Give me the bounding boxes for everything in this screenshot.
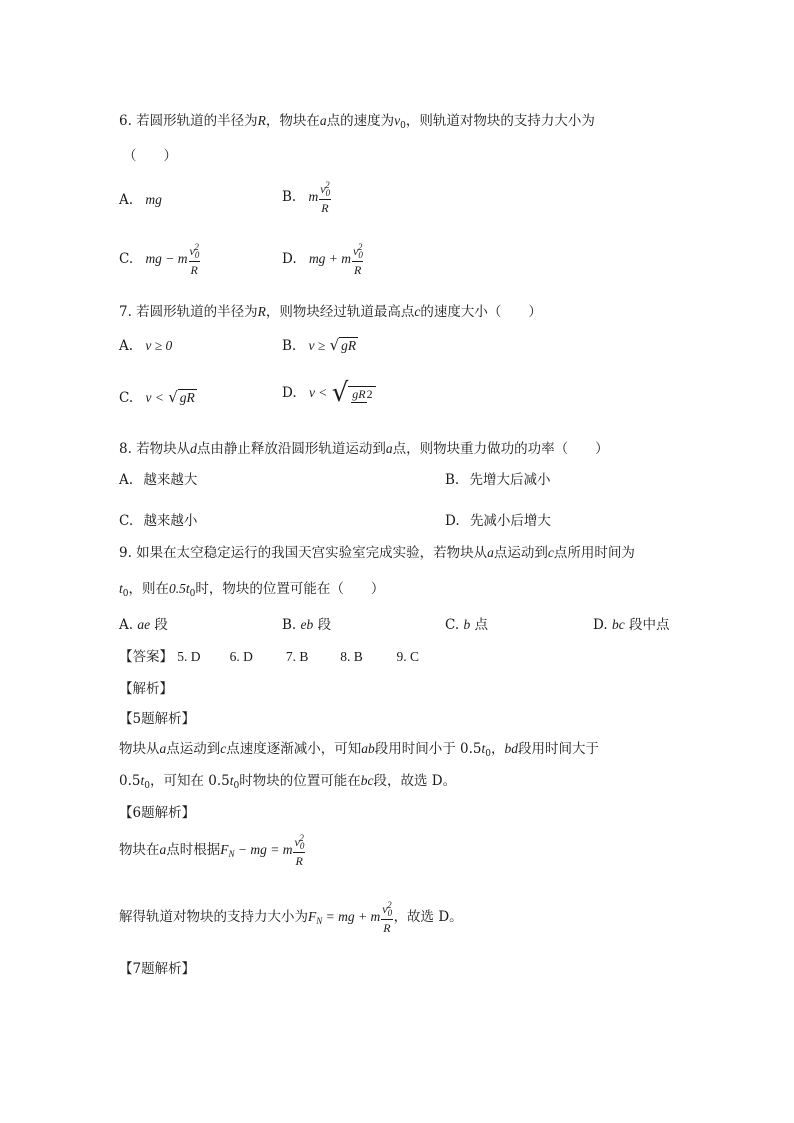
option-value: v ≥ 0: [145, 338, 173, 353]
q7-option-b: [282, 336, 358, 354]
q7-option-a: [119, 338, 172, 354]
a5-text: 段用时间小于 0.5: [374, 741, 482, 757]
q9-stem-text: 9. 如果在太空稳定运行的我国天宫实验室完成实验，若物块从: [119, 545, 488, 561]
var-R: R: [257, 304, 266, 319]
option-value: 越来越小: [143, 513, 198, 529]
a6-text: 物块在: [119, 842, 160, 858]
num-v-sup: 2: [387, 900, 392, 910]
answer-label: 【答案】: [119, 649, 173, 665]
a6-line1: [119, 834, 306, 867]
option-suffix: 段中点: [628, 617, 670, 633]
option-value: bc: [611, 617, 625, 632]
q7-option-c: [119, 388, 197, 406]
q8-option-b: [445, 468, 551, 488]
var-a: a: [487, 545, 494, 560]
option-value: v <: [145, 390, 164, 405]
fraction-denominator: R: [190, 263, 198, 277]
var-c: c: [414, 304, 421, 319]
var-t: t: [119, 581, 123, 596]
answer-item: 6. D: [229, 649, 253, 664]
q6-stem-text-4: ，则轨道对物块的支持力大小为: [405, 113, 595, 129]
fraction: [352, 243, 363, 276]
option-suffix: 段: [317, 617, 332, 633]
option-label: B.: [282, 189, 297, 205]
a7-title: 【7题解析】: [119, 961, 196, 977]
q6-option-b: [282, 181, 332, 214]
var-a: a: [159, 741, 167, 756]
q8-stem-text-3: 点，则物块重力做功的功率（ ）: [392, 441, 609, 457]
option-suffix: 段: [154, 617, 168, 633]
option-value: 先增大后减小: [469, 472, 551, 488]
fraction-numerator: [381, 901, 392, 920]
q7-stem-text-2: ，则物块经过轨道最高点: [265, 304, 415, 320]
option-label: A.: [119, 192, 134, 208]
option-label: A.: [119, 338, 134, 354]
option-value: ae: [137, 617, 151, 632]
a5-text: 段，故选 D。: [373, 773, 457, 789]
analysis-label: 【解析】: [119, 681, 173, 697]
q9-stem-line2: [119, 577, 384, 599]
q9-line2-text-2: 时，物块的位置可能在（ ）: [195, 581, 385, 597]
option-label: B.: [282, 617, 297, 633]
var-t-sub: 0: [122, 589, 129, 599]
sqrt-icon: √: [168, 388, 178, 406]
a6-text: 解得轨道对物块的支持力大小为: [119, 909, 308, 925]
q7-stem-text-3: 的速度大小（ ）: [420, 304, 542, 320]
a5-text: ，可知在 0.5: [149, 773, 230, 789]
q9-option-b: [282, 613, 331, 633]
answer-item: 8. B: [340, 649, 363, 664]
option-value: 越来越大: [143, 472, 198, 488]
a5-text: 点速度逐渐减小，可知: [226, 741, 362, 757]
num-v-sub: 0: [387, 908, 393, 918]
fraction: [189, 243, 200, 276]
q8-option-c: [119, 509, 197, 529]
q6-option-a: [119, 192, 162, 208]
option-value: v ≥: [308, 338, 326, 353]
option-value: mg − m: [145, 251, 188, 266]
fraction-denominator: R: [321, 201, 329, 215]
var-R: R: [257, 113, 266, 128]
a5-line2: [119, 769, 456, 791]
option-value: eb: [300, 617, 314, 632]
q6-stem-text-3: 点的速度为: [326, 113, 395, 129]
option-value: mg + m: [308, 251, 352, 266]
num-v: v: [189, 244, 195, 258]
answer-item: 5. D: [177, 649, 201, 664]
a5-text: ，: [491, 741, 505, 757]
q8-stem-text-2: 点由静止释放沿圆形轨道运动到: [196, 441, 386, 457]
option-label: C.: [445, 617, 460, 633]
var-t-sub: 0: [485, 749, 492, 759]
fraction-denominator: R: [354, 263, 362, 277]
num-v-sup: 2: [357, 242, 363, 252]
option-suffix: 点: [474, 617, 488, 633]
var-t-sub: 0: [144, 781, 150, 791]
fraction-denominator: R: [383, 921, 391, 935]
option-label: A.: [119, 617, 134, 633]
var-F: F: [308, 909, 317, 924]
option-value: mg: [145, 192, 162, 207]
q6-stem-text-2: ，物块在: [265, 113, 320, 129]
fraction: [293, 834, 304, 867]
option-label: B.: [282, 338, 297, 354]
option-value: m: [308, 189, 319, 204]
a6-line2: [119, 901, 463, 934]
option-label: C.: [119, 513, 134, 529]
var-a: a: [385, 441, 393, 456]
option-value: v <: [308, 385, 328, 400]
option-label: D.: [593, 617, 608, 633]
q6-paren: （ ）: [123, 148, 177, 164]
answer-item: 9. C: [396, 649, 419, 664]
q9-option-d: [593, 613, 669, 633]
fraction: [381, 901, 392, 934]
num-v-sup: 2: [194, 242, 199, 252]
answer-item: 7. B: [285, 649, 309, 664]
sqrt-icon: √: [329, 336, 340, 354]
fraction-numerator: gR: [352, 386, 366, 401]
fraction-numerator: [352, 243, 363, 262]
var-c: c: [547, 545, 554, 560]
q7-stem-text: 7. 若圆形轨道的半径为: [119, 304, 258, 320]
sqrt-icon: √: [331, 378, 349, 408]
q6-stem-text: 6. 若圆形轨道的半径为: [119, 113, 258, 129]
fraction-numerator: [293, 834, 304, 853]
a6-text: ，故选 D。: [393, 909, 463, 925]
radicand: gR: [341, 338, 357, 353]
q9-stem-text-2: 点运动到: [493, 545, 548, 561]
q8-stem-text: 8. 若物块从: [119, 441, 191, 457]
a6-text: 点时根据: [166, 842, 221, 858]
radicand: gR: [179, 390, 195, 405]
var-half-t: 0.5t: [169, 581, 190, 596]
radical-fraction: [348, 386, 375, 402]
num-v: v: [320, 182, 326, 196]
q8-option-a: [119, 468, 197, 488]
fraction-denominator: 2: [366, 386, 373, 401]
var-t: t: [481, 741, 486, 756]
fraction-denominator: R: [295, 854, 303, 868]
var-d: d: [190, 441, 197, 456]
q9-stem-text-3: 点所用时间为: [553, 545, 635, 561]
num-v-sub: 0: [194, 250, 200, 260]
fraction-numerator: [319, 181, 330, 200]
num-v-sup: 2: [299, 833, 304, 843]
var-F-sub: N: [228, 849, 235, 859]
var-c: c: [220, 741, 227, 756]
a6-title: 【6题解析】: [119, 805, 196, 821]
q9-option-c: [445, 613, 488, 633]
a5-text: 物块从: [119, 741, 160, 757]
equation: − mg = m: [234, 842, 293, 857]
option-label: D.: [282, 251, 297, 267]
num-v: v: [382, 902, 388, 916]
option-label: D.: [445, 513, 460, 529]
q7-option-d: [282, 378, 377, 408]
a5-text: 0.5: [119, 773, 141, 789]
num-v: v: [353, 244, 359, 258]
var-a: a: [319, 113, 327, 128]
a5-line1: [119, 737, 599, 759]
option-label: C.: [119, 251, 134, 267]
num-v-sub: 0: [299, 841, 305, 851]
var-ab: ab: [361, 741, 375, 756]
var-t: t: [140, 773, 145, 788]
var-a: a: [159, 842, 167, 857]
q9-option-a: [119, 613, 168, 633]
var-t-sub: 0: [233, 781, 240, 791]
option-label: A.: [119, 472, 134, 488]
num-v-sup: 2: [325, 180, 330, 190]
answer-line: [119, 645, 419, 665]
option-label: B.: [445, 472, 460, 488]
equation: = mg + m: [322, 909, 381, 924]
q6-stem: [119, 109, 595, 131]
q8-option-d: [445, 509, 551, 529]
var-F-sub: N: [316, 916, 323, 926]
var-half-t-sub: 0: [189, 589, 196, 599]
q8-stem: [119, 437, 609, 457]
a5-title: 【5题解析】: [119, 711, 196, 727]
var-bc: bc: [360, 773, 374, 788]
q6-option-d: [282, 243, 364, 276]
fraction: [319, 181, 330, 214]
a5-text: 时物块的位置可能在: [239, 773, 361, 789]
option-value: 先减小后增大: [469, 513, 551, 529]
var-bd: bd: [504, 741, 519, 756]
q6-option-c: [119, 243, 201, 276]
q9-stem: [119, 541, 635, 561]
var-v-sub: 0: [400, 121, 406, 131]
option-value: b: [463, 617, 471, 632]
a5-text: 段用时间大于: [518, 741, 600, 757]
fraction-numerator: [189, 243, 200, 262]
var-t: t: [229, 773, 234, 788]
a5-text: 点运动到: [166, 741, 221, 757]
num-v-sub: 0: [358, 250, 363, 260]
q7-stem: [119, 300, 542, 320]
option-label: D.: [282, 385, 297, 401]
var-v: v: [394, 113, 401, 128]
var-F: F: [220, 842, 229, 857]
num-v-sub: 0: [325, 188, 331, 198]
num-v: v: [294, 835, 300, 849]
q9-line2-text: ，则在: [128, 581, 169, 597]
option-label: C.: [119, 390, 134, 406]
